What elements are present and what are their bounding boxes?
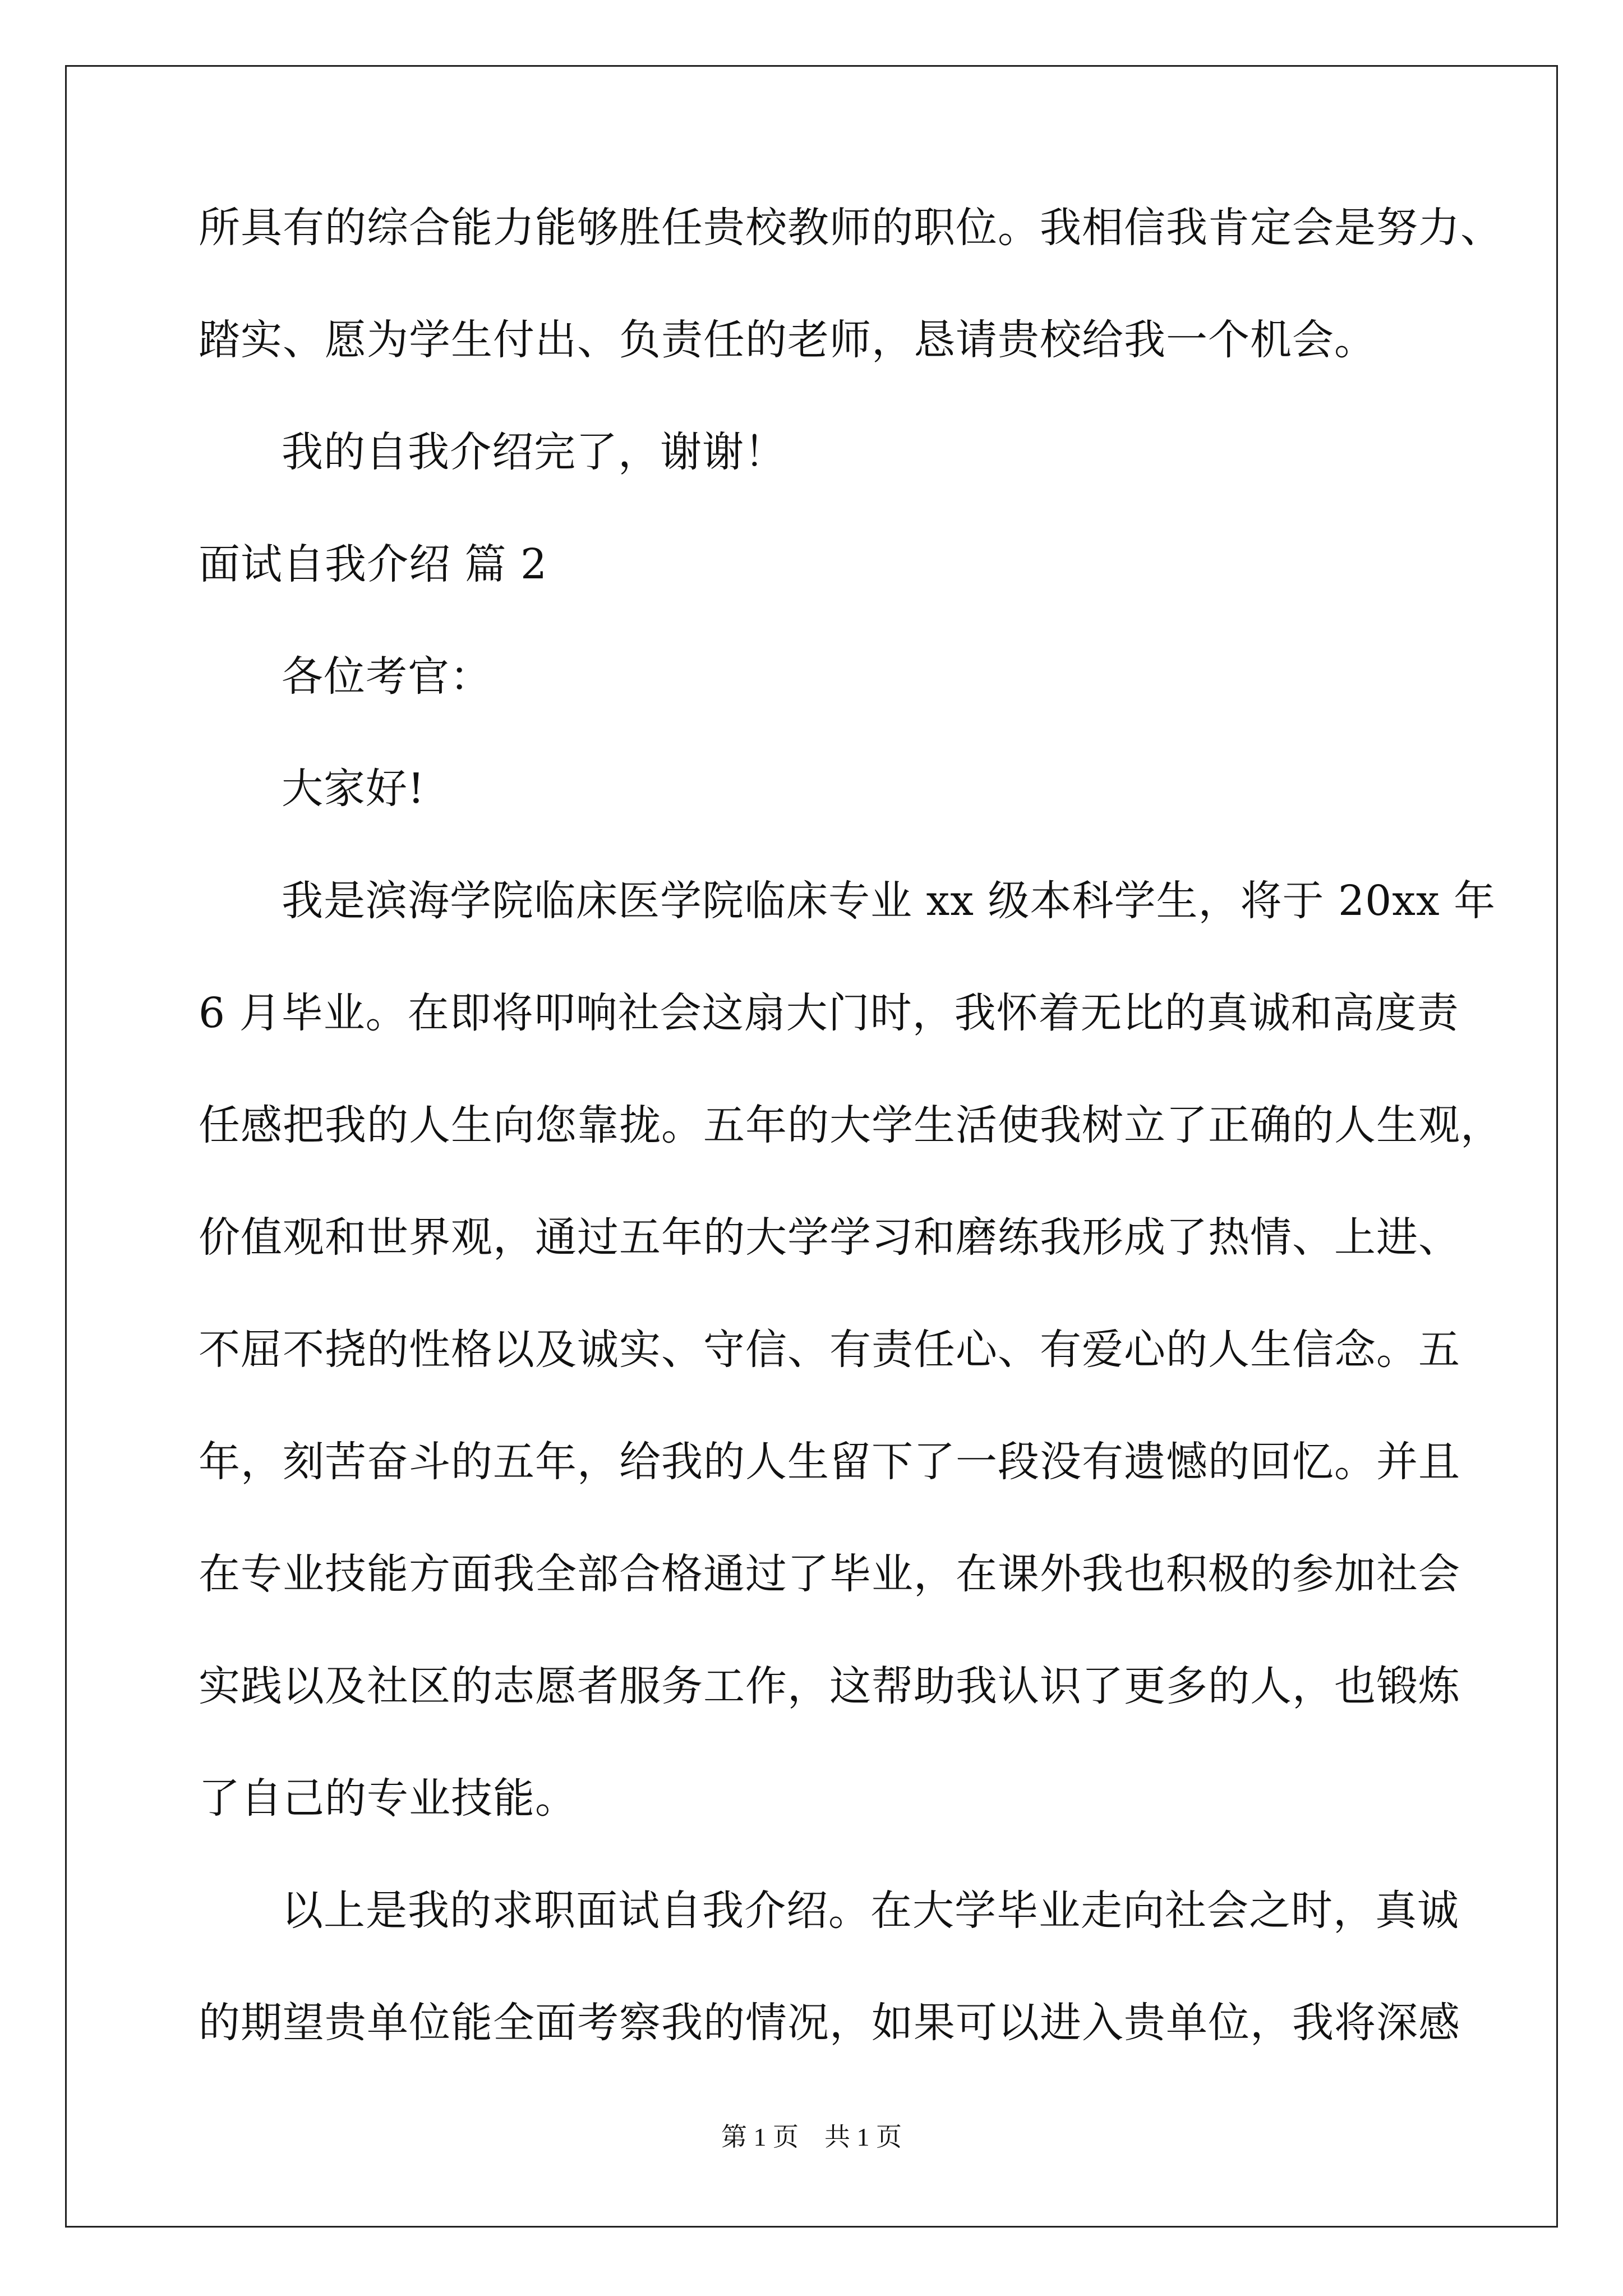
paragraph-line: 在专业技能方面我全部合格通过了毕业，在课外我也积极的参加社会 (199, 1550, 1460, 1598)
paragraph-line: 价值观和世界观，通过五年的大学学习和磨练我形成了热情、上进、 (199, 1213, 1460, 1262)
paragraph-line: 以上是我的求职面试自我介绍。在大学毕业走向社会之时，真诚 (282, 1887, 1459, 1935)
paragraph-line: 实践以及社区的志愿者服务工作，这帮助我认识了更多的人，也锻炼 (199, 1662, 1460, 1710)
paragraph-line: 的期望贵单位能全面考察我的情况，如果可以进入贵单位，我将深感 (199, 1999, 1460, 2047)
paragraph-line: 6 月毕业。在即将叩响社会这扇大门时，我怀着无比的真诚和高度责 (199, 989, 1459, 1037)
page-footer: 第 1 页 共 1 页 (721, 2123, 902, 2151)
paragraph-line: 踏实、愿为学生付出、负责任的老师，恳请贵校给我一个机会。 (199, 316, 1376, 364)
paragraph-line: 所具有的综合能力能够胜任贵校教师的职位。我相信我肯定会是努力、 (199, 204, 1502, 252)
paragraph-line: 了自己的专业技能。 (199, 1774, 577, 1823)
section-heading: 面试自我介绍 篇 2 (199, 540, 548, 588)
greeting: 大家好! (282, 765, 425, 813)
salutation: 各位考官： (282, 652, 492, 701)
paragraph-line: 不屈不挠的性格以及诚实、守信、有责任心、有爱心的人生信念。五 (199, 1326, 1460, 1374)
paragraph-line: 年，刻苦奋斗的五年，给我的人生留下了一段没有遗憾的回忆。并且 (199, 1438, 1460, 1486)
paragraph-line: 任感把我的人生向您靠拢。五年的大学生活使我树立了正确的人生观， (199, 1101, 1502, 1149)
closing-line: 我的自我介绍完了，谢谢！ (282, 428, 786, 476)
paragraph-line: 我是滨海学院临床医学院临床专业 xx 级本科学生，将于 20xx 年 (282, 877, 1496, 925)
